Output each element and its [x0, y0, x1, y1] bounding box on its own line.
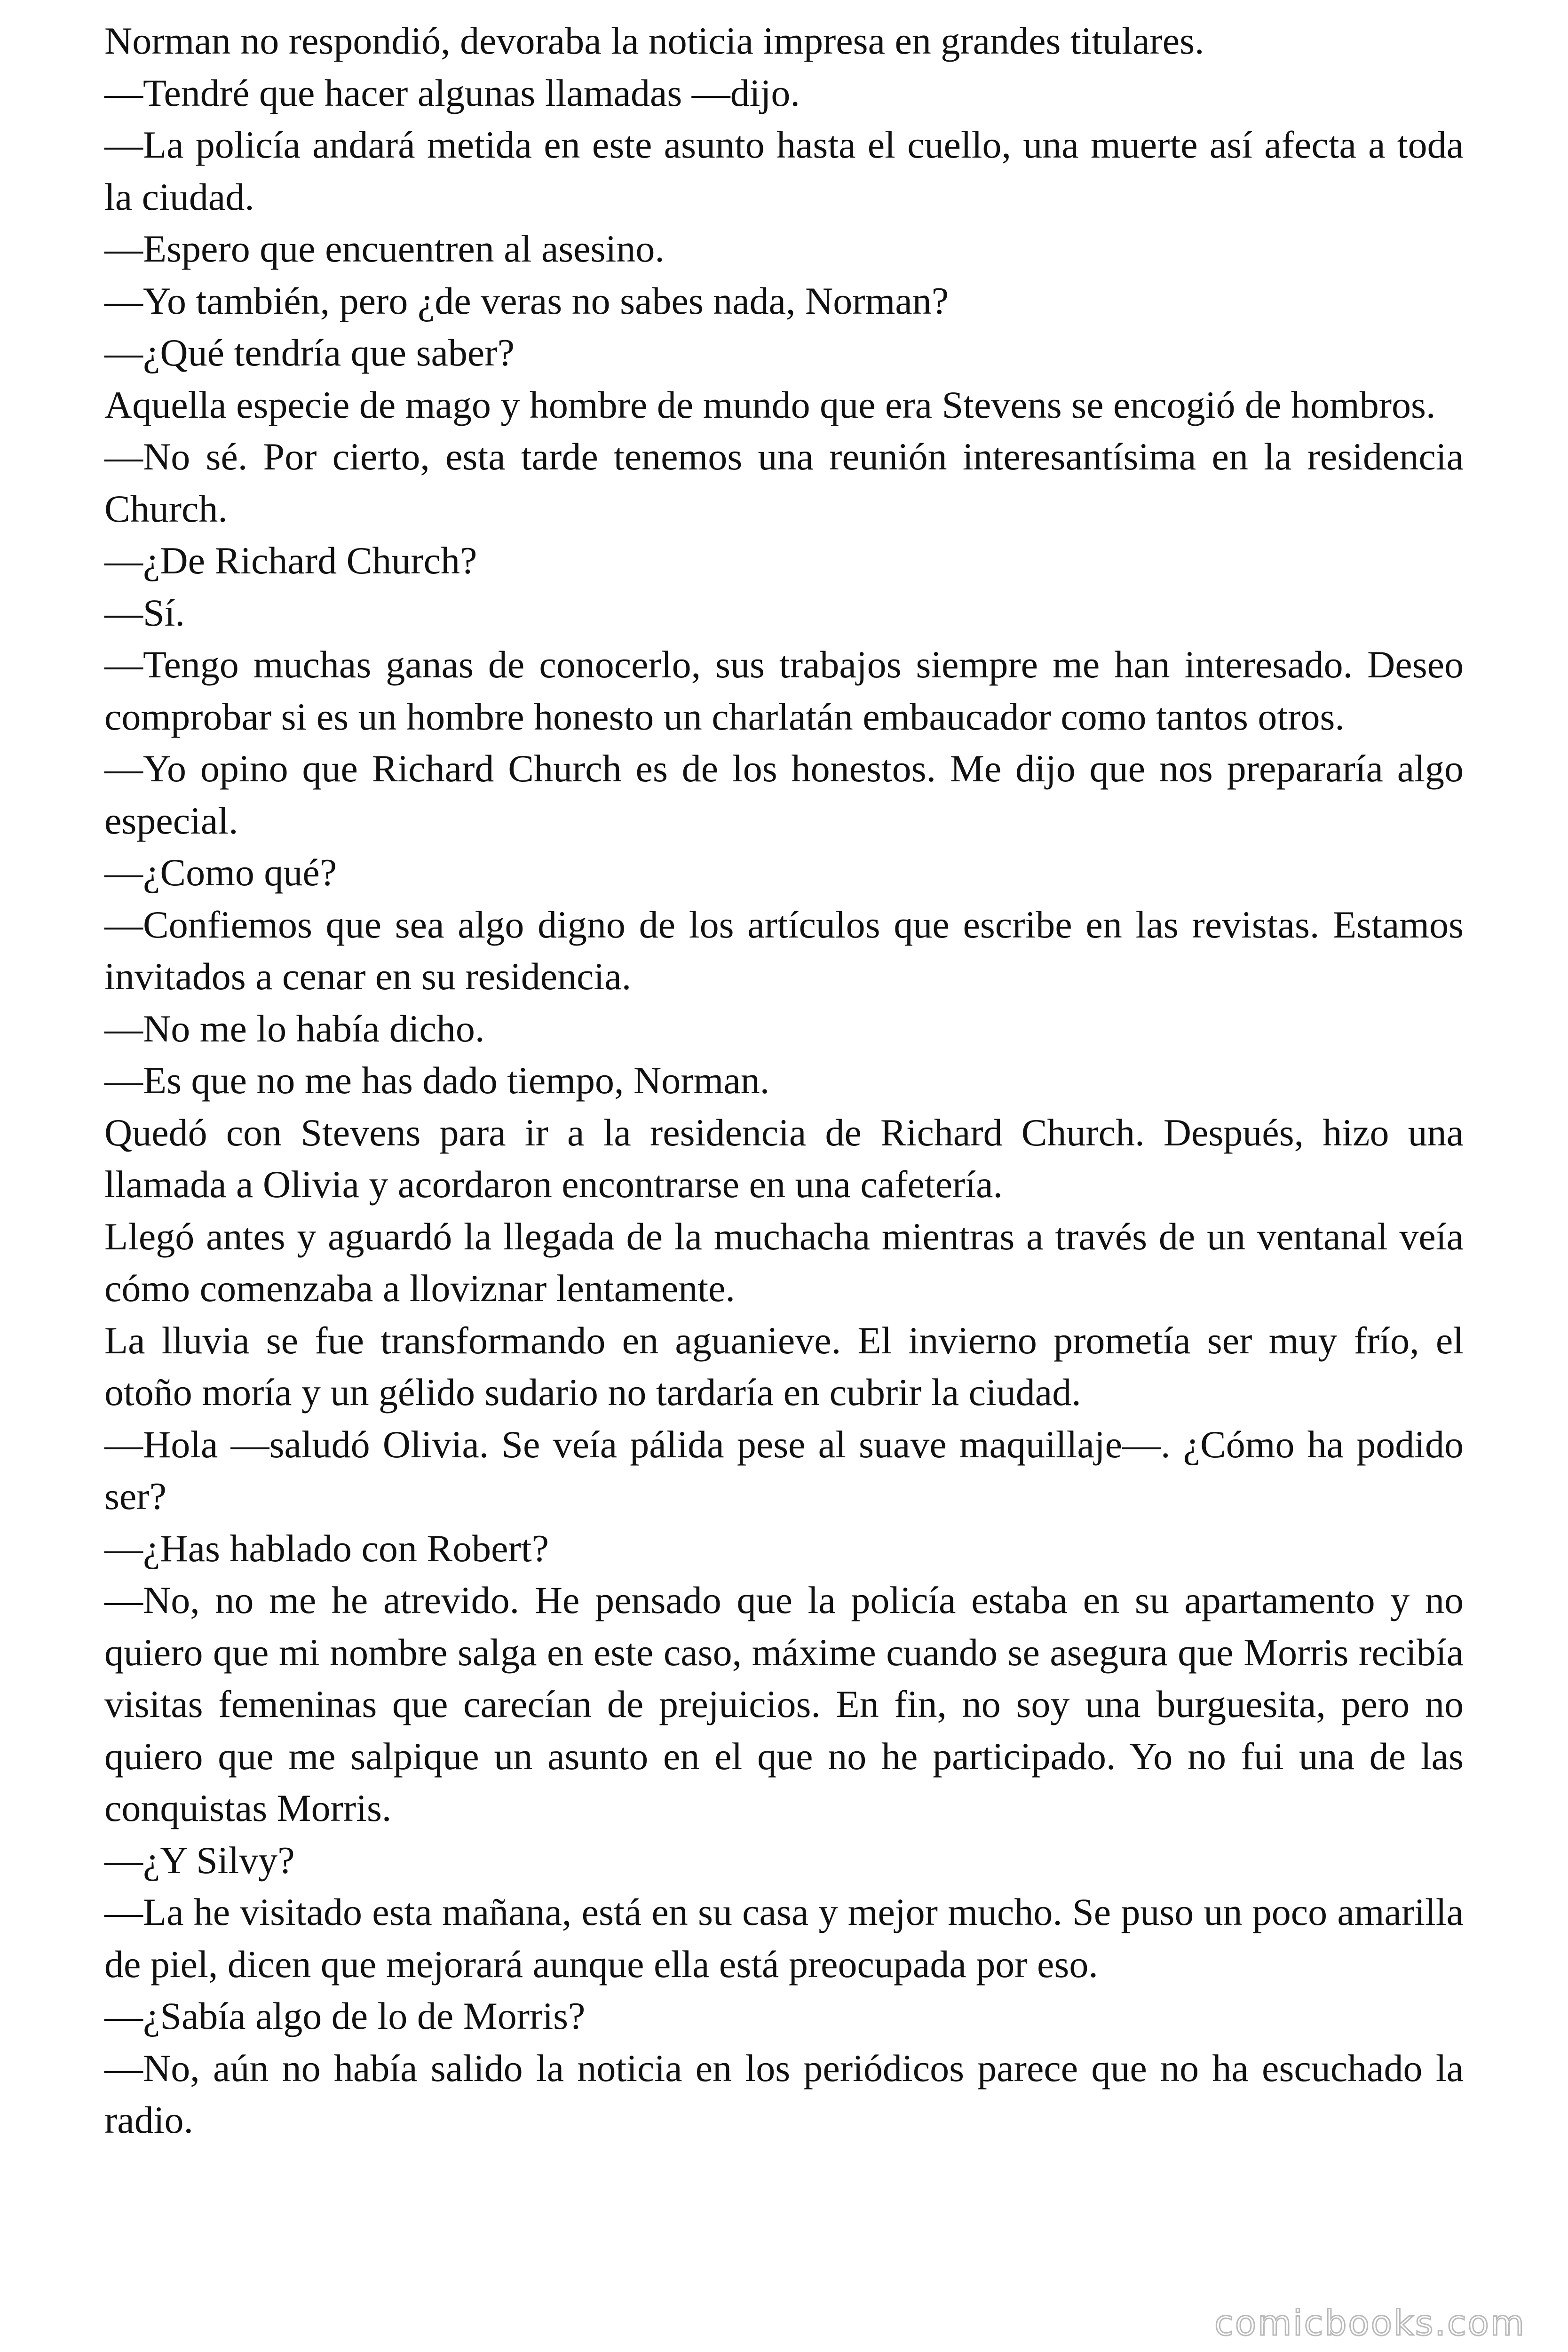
paragraph: —Sí.	[104, 591, 185, 634]
paragraph: —Es que no me has dado tiempo, Norman.	[104, 1059, 770, 1102]
paragraph: —Tendré que hacer algunas llamadas —dijo.	[104, 71, 800, 114]
paragraph: —La policía andará metida en este asunto hasta el cuello, una muerte así afecta a toda la ciudad.	[104, 123, 1464, 218]
paragraph: —¿Has hablado con Robert?	[104, 1526, 549, 1570]
paragraph: Norman no respondió, devoraba la noticia impresa en grandes titulares.	[104, 19, 1204, 62]
paragraph: Aquella especie de mago y hombre de mundo que era Stevens se encogió de hombros.	[104, 383, 1436, 426]
paragraph: —La he visitado esta mañana, está en su casa y mejor mucho. Se puso un poco amarilla de piel, dicen que mejorará aunque ella está preocupada por eso.	[104, 1891, 1464, 1986]
paragraph: —Confiemos que sea algo digno de los artículos que escribe en las revistas. Estamos invitados a cenar en su residencia.	[104, 903, 1464, 998]
paragraph: —No sé. Por cierto, esta tarde tenemos una reunión interesantísima en la residencia Church.	[104, 435, 1464, 530]
paragraph: —¿Y Silvy?	[104, 1838, 295, 1882]
paragraph: —Yo opino que Richard Church es de los honestos. Me dijo que nos prepararía algo especial.	[104, 747, 1464, 842]
paragraph: —Espero que encuentren al asesino.	[104, 227, 665, 270]
paragraph: —Tengo muchas ganas de conocerlo, sus trabajos siempre me han interesado. Deseo comprobar si es un hombre honesto un charlatán embaucador como tantos otros.	[104, 643, 1464, 738]
watermark: comicbooks.com	[1214, 2303, 1526, 2344]
paragraph: —Yo también, pero ¿de veras no sabes nada, Norman?	[104, 279, 949, 322]
paragraph: La lluvia se fue transformando en aguanieve. El invierno prometía ser muy frío, el otoño moría y un gélido sudario no tardaría en cubrir la ciudad.	[104, 1319, 1464, 1414]
paragraph: —¿Como qué?	[104, 851, 337, 894]
page-text	[104, 15, 1464, 2146]
paragraph: Quedó con Stevens para ir a la residencia de Richard Church. Después, hizo una llamada a Olivia y acordaron encontrarse en una cafetería.	[104, 1111, 1464, 1206]
paragraph: —No, no me he atrevido. He pensado que la policía estaba en su apartamento y no quiero que mi nombre salga en este caso, máxime cuando se asegura que Morris recibía visitas femeninas que carecían de prejuicios. En fin, no soy una burguesita, pero no quiero que me salpique un asunto en el que no he participado. Yo no fui una de las conquistas Morris.	[104, 1579, 1464, 1829]
paragraph: —¿De Richard Church?	[104, 539, 477, 582]
paragraph: —¿Qué tendría que saber?	[104, 331, 515, 374]
paragraph: —No me lo había dicho.	[104, 1007, 485, 1050]
paragraph: Llegó antes y aguardó la llegada de la muchacha mientras a través de un ventanal veía cómo comenzaba a lloviznar lentamente.	[104, 1215, 1464, 1310]
paragraph: —No, aún no había salido la noticia en los periódicos parece que no ha escuchado la radio.	[104, 2046, 1464, 2141]
paragraph: —¿Sabía algo de lo de Morris?	[104, 1994, 586, 2037]
paragraph: —Hola —saludó Olivia. Se veía pálida pese al suave maquillaje—. ¿Cómo ha podido ser?	[104, 1422, 1464, 1518]
